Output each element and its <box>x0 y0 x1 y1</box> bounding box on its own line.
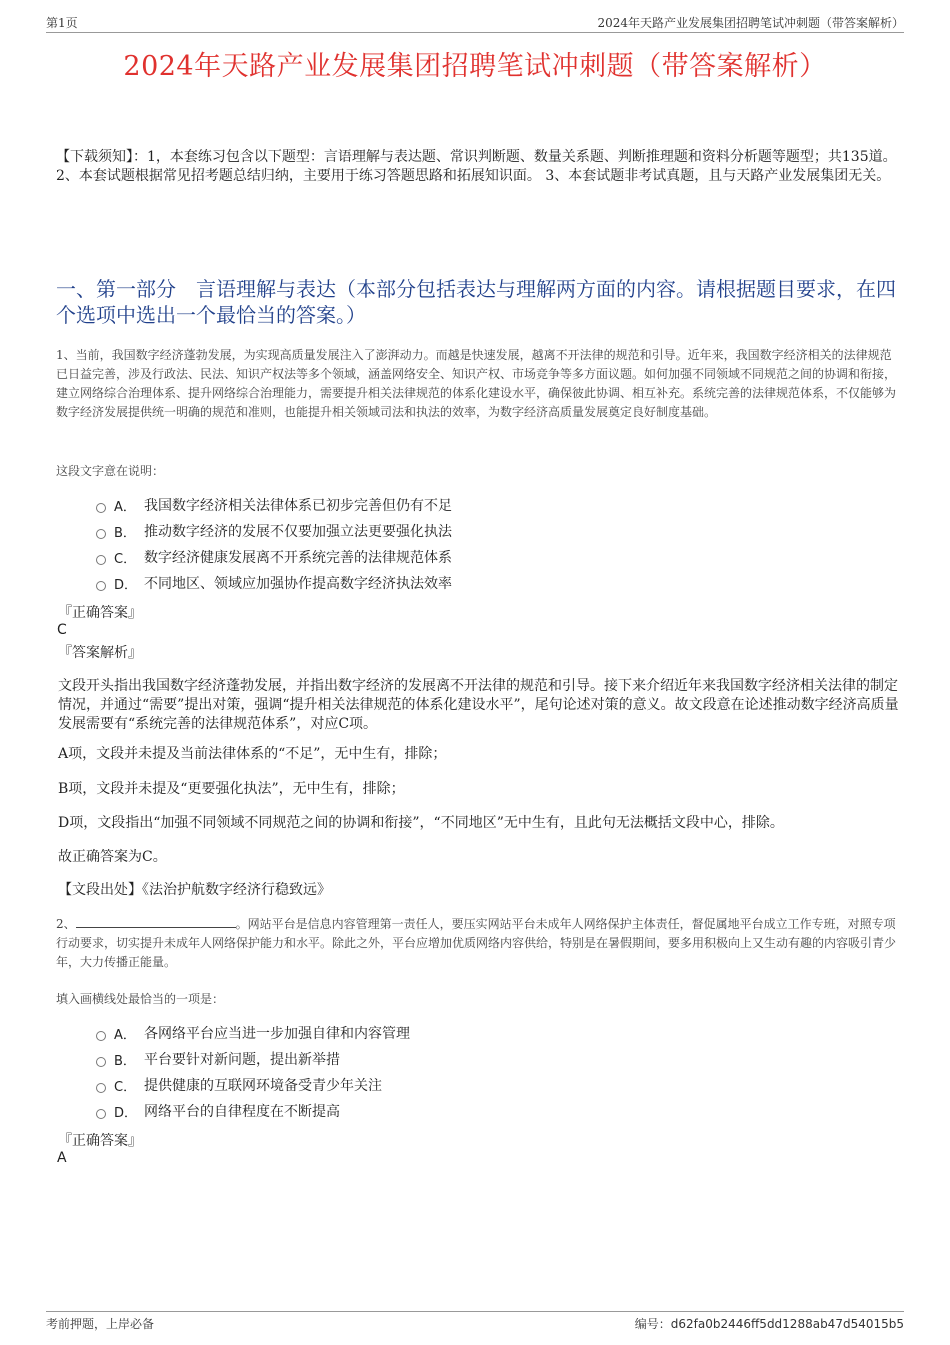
radio-icon[interactable] <box>96 503 106 513</box>
answer-blank <box>76 915 236 928</box>
footer-code: 编号：d62fa0b2446ff5dd1288ab47d54015b5 <box>634 1317 904 1331</box>
header-doc-title: 2024年天路产业发展集团招聘笔试冲刺题（带答案解析） <box>597 16 904 30</box>
page-number: 第1页 <box>46 16 78 30</box>
question-1-options <box>96 492 900 596</box>
page-footer <box>46 1311 904 1332</box>
question-2-prompt: 填入画横线处最恰当的一项是： <box>56 992 225 1006</box>
question-1-option-c[interactable]: C． 数字经济健康发展离不开系统完善的法律规范体系 <box>96 544 900 570</box>
question-1-conclusion: 故正确答案为C。 <box>58 849 167 865</box>
radio-icon[interactable] <box>96 1109 106 1119</box>
question-2-option-a[interactable]: A． 各网络平台应当进一步加强自律和内容管理 <box>96 1020 900 1046</box>
question-2-option-c[interactable]: C． 提供健康的互联网环境备受青少年关注 <box>96 1072 900 1098</box>
radio-icon[interactable] <box>96 1031 106 1041</box>
section-heading: 一、第一部分 言语理解与表达（本部分包括表达与理解两方面的内容。请根据题目要求，在四个选项中选出一个最恰当的答案。） <box>56 277 896 327</box>
question-1-answer-label: 『正确答案』 <box>58 605 142 621</box>
question-2-option-b[interactable]: B． 平台要针对新问题，提出新举措 <box>96 1046 900 1072</box>
question-1-option-a[interactable]: A． 我国数字经济相关法律体系已初步完善但仍有不足 <box>96 492 900 518</box>
question-1-analysis-label: 『答案解析』 <box>58 645 142 661</box>
question-2-answer-label: 『正确答案』 <box>58 1133 142 1149</box>
question-1-option-b[interactable]: B． 推动数字经济的发展不仅要加强立法更要强化执法 <box>96 518 900 544</box>
document-title: 2024年天路产业发展集团招聘笔试冲刺题（带答案解析） <box>123 51 827 82</box>
radio-icon[interactable] <box>96 529 106 539</box>
radio-icon[interactable] <box>96 1083 106 1093</box>
question-1-explain-b: B项，文段并未提及“更要强化执法”，无中生有，排除； <box>58 781 405 797</box>
question-1-explain-d: D项，文段指出“加强不同领域不同规范之间的协调和衔接”，“不同地区”无中生有，且此句无法概括文段中心，排除。 <box>58 815 784 831</box>
question-2-text: 2、 。网站平台是信息内容管理第一责任人，要压实网站平台未成年人网络保护主体责任，督促属地平台成立工作专班，对照专项行动要求，切实提升未成年人网络保护能力和水平。除此之外，平台应增加优质网络内容供给，特别是在暑假期间，要多用积极向上又生动有趣的内容吸引青少年，大力传播正能量。 <box>56 917 897 969</box>
radio-icon[interactable] <box>96 1057 106 1067</box>
radio-icon[interactable] <box>96 581 106 591</box>
question-2-option-d[interactable]: D． 网络平台的自律程度在不断提高 <box>96 1098 900 1124</box>
question-2-options <box>96 1020 900 1124</box>
question-1-answer: C <box>57 622 67 638</box>
question-1-source: 【文段出处】《法治护航数字经济行稳致远》 <box>58 882 331 898</box>
question-1-prompt: 这段文字意在说明： <box>56 464 165 478</box>
question-2-answer: A <box>57 1150 67 1166</box>
page-header <box>46 14 904 33</box>
question-1-explain-a: A项，文段并未提及当前法律体系的“不足”，无中生有，排除； <box>58 746 447 762</box>
question-1-text: 1、当前，我国数字经济蓬勃发展，为实现高质量发展注入了澎湃动力。而越是快速发展，越离不开法律的规范和引导。近年来，我国数字经济相关的法律规范已日益完善，涉及行政法、民法、知识产权法等多个领域，涵盖网络安全、知识产权、市场竞争等多方面议题。如何加强不同领域不同规范之间的协调和衔接，建立网络综合治理体系、提升网络综合治理能力，需要提升相关法律规范的体系化建设水平，确保彼此协调、相互补充。系统完善的法律规范体系，不仅能够为数字经济发展提供统一明确的规范和准则，也能提升相关领域司法和执法的效率，为数字经济高质量发展奠定良好制度基础。 <box>56 348 897 419</box>
radio-icon[interactable] <box>96 555 106 565</box>
download-notice: 【下载须知】：1，本套练习包含以下题型：言语理解与表达题、常识判断题、数量关系题、判断推理题和资料分析题等题型；共135道。 2、本套试题根据常见招考题总结归纳，主要用于练习答题思路和拓展知识面。 3、本套试题非考试真题，且与天路产业发展集团无关。 <box>56 149 897 184</box>
question-1-option-d[interactable]: D． 不同地区、领域应加强协作提高数字经济执法效率 <box>96 570 900 596</box>
question-1-analysis: 文段开头指出我国数字经济蓬勃发展，并指出数字经济的发展离不开法律的规范和引导。接下来介绍近年来我国数字经济相关法律的制定情况，并通过“需要”提出对策，强调“提升相关法律规范的体系化建设水平”，尾句论述对策的意义。故文段意在论述推动数字经济高质量发展需要有“系统完善的法律规范体系”，对应C项。 <box>58 678 899 732</box>
footer-slogan: 考前押题，上岸必备 <box>46 1317 155 1331</box>
